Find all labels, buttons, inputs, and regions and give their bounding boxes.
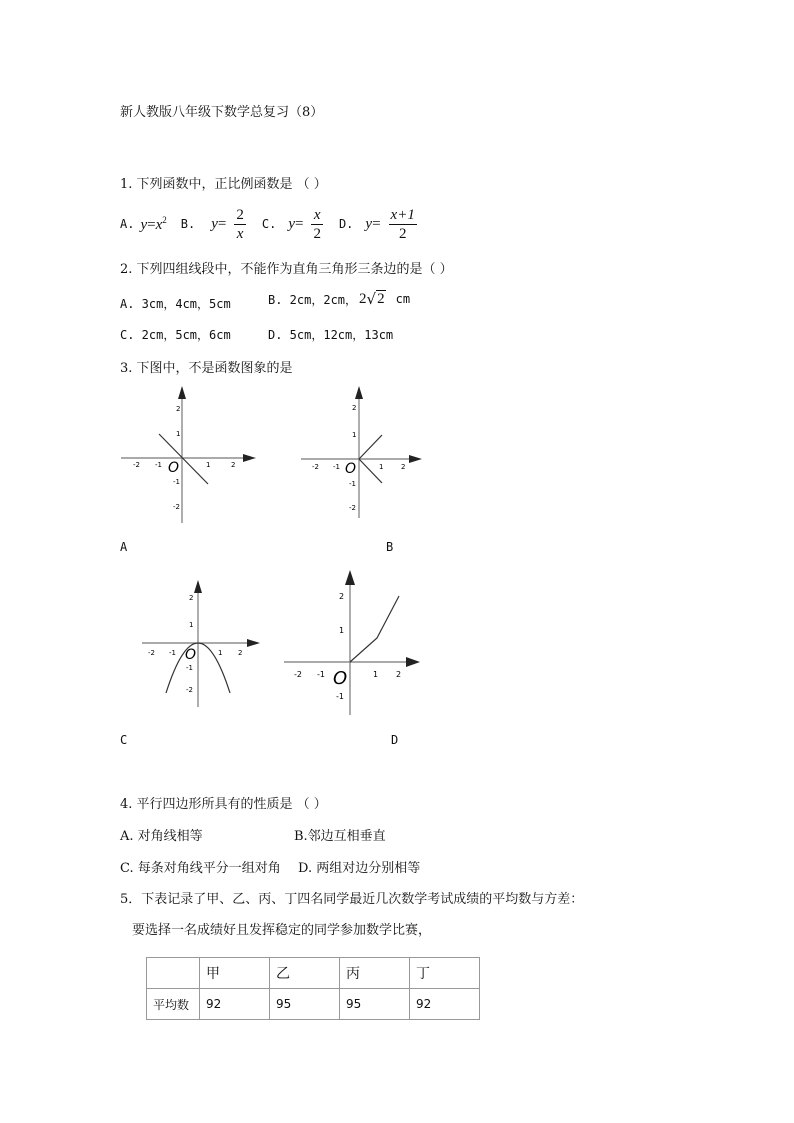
table-header-cell [147, 958, 200, 989]
origin-label: O [345, 461, 357, 477]
origin-label: O [185, 647, 197, 663]
q4-stem: 4. 平行四边形所具有的性质是 （ ） [120, 797, 327, 812]
tick-y-1: 1 [339, 626, 345, 635]
tick-x-neg1: -1 [317, 670, 325, 679]
q4-option-a[interactable]: A. 对角线相等 [120, 829, 203, 844]
q2-option-d[interactable]: D. 5cm，12cm，13cm [268, 328, 394, 342]
q1-option-b[interactable]: B. y= $\frac{2}{x}$ [180, 206, 244, 242]
q1-b-fraction: $\frac{2}{x}$ [236, 206, 244, 242]
graph-a-label[interactable]: A [120, 540, 128, 554]
tick-y-1: 1 [176, 430, 181, 438]
graph-b-upper-ray [359, 435, 382, 459]
tick-y-neg1: -1 [336, 692, 344, 701]
tick-x-1: 1 [379, 463, 384, 471]
q4-option-c[interactable]: C. 每条对角线平分一组对角 [120, 861, 281, 876]
tick-y-1: 1 [352, 431, 357, 439]
q2-option-c[interactable]: C. 2cm，5cm，6cm [120, 328, 231, 342]
graph-d [280, 565, 425, 720]
graph-d-label[interactable]: D [391, 733, 399, 747]
table-cell: 95 [270, 989, 340, 1020]
q1-stem: 1. 下列函数中，正比例函数是 （ ） [120, 177, 327, 192]
graph-a-line [159, 434, 211, 484]
q1-c-expr: y= [288, 215, 304, 232]
table-cell: 95 [340, 989, 410, 1020]
q1-options [120, 203, 419, 245]
graph-d-polyline [350, 596, 399, 662]
x-axis-arrow-icon [243, 454, 256, 462]
tick-x-2: 2 [396, 670, 402, 679]
q5-subtext: 要选择一名成绩好且发挥稳定的同学参加数学比赛， [132, 923, 432, 938]
tick-y-2: 2 [339, 592, 345, 601]
tick-y-2: 2 [176, 405, 181, 413]
tick-y-neg1: -1 [186, 664, 193, 672]
table-header-cell: 乙 [270, 958, 340, 989]
graph-c-label[interactable]: C [120, 733, 128, 747]
q2-stem: 2. 下列四组线段中，不能作为直角三角形三条边的是（ ） [120, 262, 453, 277]
table-cell: 92 [410, 989, 480, 1020]
y-axis-arrow-icon [178, 386, 186, 399]
y-axis-arrow-icon [355, 386, 363, 399]
table-header-cell: 丙 [340, 958, 410, 989]
origin-label: O [168, 460, 180, 476]
graph-a [115, 383, 265, 528]
tick-y-neg1: -1 [349, 480, 356, 488]
q1-a-expr: $y=x^2$ [140, 214, 167, 233]
tick-x-1: 1 [218, 649, 223, 657]
q1-d-expr: y= [365, 215, 381, 232]
tick-x-neg2: -2 [294, 670, 302, 679]
tick-x-neg2: -2 [133, 461, 140, 469]
graph-c [138, 575, 268, 715]
tick-y-2: 2 [189, 594, 194, 602]
q1-b-expr: y= [211, 215, 227, 232]
tick-x-2: 2 [401, 463, 406, 471]
tick-y-2: 2 [352, 404, 357, 412]
q5-stem: 5．下表记录了甲、乙、丙、丁四名同学最近几次数学考试成绩的平均数与方差： [120, 892, 584, 907]
tick-x-1: 1 [206, 461, 211, 469]
graph-b [295, 383, 435, 523]
page-title: 新人教版八年级下数学总复习（8） [120, 105, 324, 120]
q1-option-d[interactable]: D. y= $\frac{x+1}{2}$ [338, 206, 415, 242]
tick-x-neg1: -1 [333, 463, 340, 471]
q1-d-fraction: $\frac{x+1}{2}$ [390, 206, 415, 242]
q4-option-b[interactable]: B.邻边互相垂直 [294, 829, 386, 844]
q1-c-fraction: $\frac{x}{2}$ [313, 206, 321, 242]
tick-y-neg1: -1 [173, 478, 180, 486]
origin-label: O [333, 668, 348, 689]
table-row [147, 989, 480, 1020]
x-axis-arrow-icon [409, 455, 422, 463]
x-axis-arrow-icon [406, 657, 420, 667]
tick-x-neg2: -2 [148, 649, 155, 657]
tick-x-neg1: -1 [155, 461, 162, 469]
tick-y-neg2: -2 [186, 686, 193, 694]
tick-y-1: 1 [189, 621, 194, 629]
y-axis-arrow-icon [194, 580, 202, 593]
tick-x-neg2: -2 [312, 463, 319, 471]
table-header-cell: 甲 [200, 958, 270, 989]
q1-option-a[interactable]: A. $y=x^2$ [120, 214, 167, 233]
tick-x-2: 2 [238, 649, 243, 657]
tick-x-2: 2 [231, 461, 236, 469]
q3-stem: 3. 下图中，不是函数图象的是 [120, 361, 293, 376]
q2-option-a[interactable]: A. 3cm，4cm，5cm [120, 297, 231, 311]
graph-b-label[interactable]: B [386, 540, 394, 554]
table-header-cell: 丁 [410, 958, 480, 989]
table-row [147, 958, 480, 989]
q4-option-d[interactable]: D. 两组对边分别相等 [298, 861, 421, 876]
score-table [146, 957, 480, 1020]
table-row-label: 平均数 [147, 989, 200, 1020]
y-axis-arrow-icon [345, 570, 355, 585]
sqrt-symbol: √ [366, 290, 377, 308]
tick-x-neg1: -1 [169, 649, 176, 657]
q1-option-c[interactable]: C. y= $\frac{x}{2}$ [261, 206, 321, 242]
tick-y-neg2: -2 [349, 504, 356, 512]
q2-option-b[interactable]: B. 2cm，2cm， 2 √ 2 cm [268, 290, 411, 308]
x-axis-arrow-icon [247, 639, 260, 647]
tick-y-neg2: -2 [173, 503, 180, 511]
tick-x-1: 1 [373, 670, 379, 679]
table-cell: 92 [200, 989, 270, 1020]
